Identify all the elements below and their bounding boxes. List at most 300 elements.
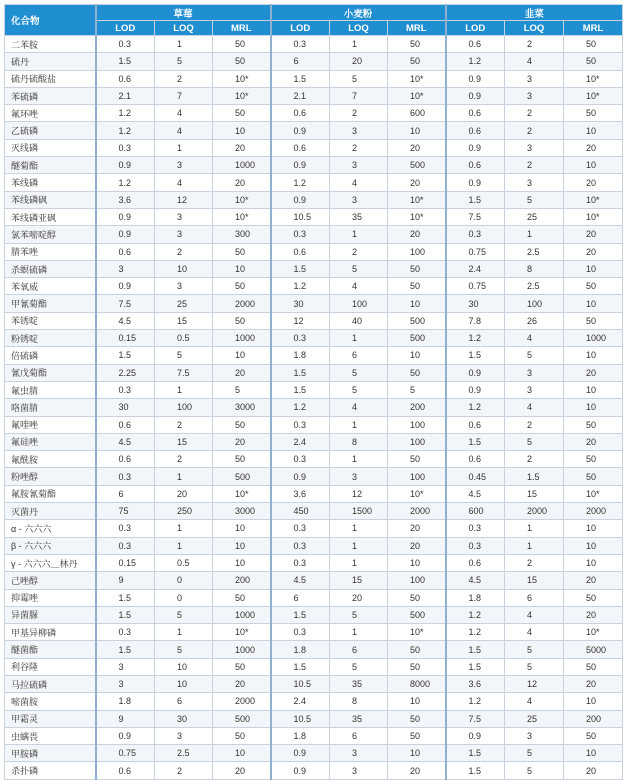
value-cell: 1.5: [271, 70, 330, 87]
value-cell: 500: [388, 157, 446, 174]
value-cell: 1.2: [446, 693, 505, 710]
value-cell: 7.5: [96, 295, 155, 312]
value-cell: 4.5: [96, 312, 155, 329]
value-cell: 0.6: [271, 105, 330, 122]
value-cell: 2: [505, 416, 564, 433]
value-cell: 0.3: [96, 468, 155, 485]
value-cell: 0.3: [446, 520, 505, 537]
table-row: [5, 606, 623, 623]
compound-name-cell: 甲基异柳磷: [5, 624, 96, 641]
value-cell: 1.2: [271, 399, 330, 416]
value-cell: 1.5: [446, 762, 505, 779]
value-cell: 26: [505, 312, 564, 329]
value-cell: 0.6: [271, 139, 330, 156]
table-row: [5, 727, 623, 744]
value-cell: 1.5: [271, 364, 330, 381]
value-cell: 50: [564, 451, 623, 468]
compound-name-cell: 倍硫磷: [5, 347, 96, 364]
value-cell: 10*: [564, 87, 623, 104]
value-cell: 4: [505, 53, 564, 70]
value-cell: 2: [155, 243, 213, 260]
compound-name-cell: 硫丹: [5, 53, 96, 70]
compound-name-cell: 氟虫腈: [5, 381, 96, 398]
value-cell: 5: [505, 641, 564, 658]
value-cell: 10*: [388, 624, 446, 641]
value-cell: 20: [388, 520, 446, 537]
compound-name-cell: 苯线磷亚砜: [5, 208, 96, 225]
value-cell: 6: [330, 641, 388, 658]
table-row: [5, 364, 623, 381]
compound-name-cell: 杀扑磷: [5, 762, 96, 779]
value-cell: 15: [505, 572, 564, 589]
value-cell: 3: [505, 139, 564, 156]
value-cell: 50: [388, 451, 446, 468]
value-cell: 3: [155, 278, 213, 295]
value-cell: 4: [505, 693, 564, 710]
compound-name-cell: 氟喹唑: [5, 416, 96, 433]
compound-name-cell: 苯线磷砜: [5, 191, 96, 208]
value-cell: 0.3: [446, 537, 505, 554]
value-cell: 0.6: [446, 416, 505, 433]
value-cell: 1: [505, 537, 564, 554]
value-cell: 1: [155, 624, 213, 641]
value-cell: 2.1: [96, 87, 155, 104]
table-row: [5, 520, 623, 537]
value-cell: 10.5: [271, 208, 330, 225]
value-cell: 1: [155, 520, 213, 537]
value-cell: 10: [388, 554, 446, 571]
value-cell: 5: [505, 191, 564, 208]
value-cell: 3.6: [446, 675, 505, 692]
value-cell: 600: [388, 105, 446, 122]
value-cell: 50: [213, 36, 271, 53]
value-cell: 500: [213, 468, 271, 485]
value-cell: 1.5: [446, 433, 505, 450]
value-cell: 10: [388, 745, 446, 762]
value-cell: 0.3: [271, 520, 330, 537]
value-cell: 0.75: [446, 243, 505, 260]
compound-name-cell: 醚菌酯: [5, 641, 96, 658]
value-cell: 0.9: [271, 468, 330, 485]
value-cell: 0.9: [271, 745, 330, 762]
value-cell: 3: [96, 658, 155, 675]
table-row: [5, 675, 623, 692]
value-cell: 50: [388, 260, 446, 277]
value-cell: 0.6: [446, 122, 505, 139]
value-cell: 20: [388, 174, 446, 191]
value-cell: 0.9: [271, 122, 330, 139]
value-cell: 30: [271, 295, 330, 312]
value-cell: 7.5: [446, 710, 505, 727]
value-cell: 4.5: [446, 485, 505, 502]
value-cell: 8: [330, 433, 388, 450]
value-cell: 1.5: [271, 381, 330, 398]
compound-name-cell: 乙硫磷: [5, 122, 96, 139]
group-header-chives: 韭菜: [446, 5, 623, 21]
value-cell: 20: [388, 537, 446, 554]
value-cell: 0.3: [271, 554, 330, 571]
value-cell: 0: [155, 572, 213, 589]
value-cell: 2000: [213, 295, 271, 312]
value-cell: 30: [155, 710, 213, 727]
value-cell: 2.5: [505, 278, 564, 295]
value-cell: 3: [330, 122, 388, 139]
value-cell: 10: [213, 537, 271, 554]
table-row: [5, 416, 623, 433]
table-row: [5, 399, 623, 416]
value-cell: 20: [330, 53, 388, 70]
value-cell: 6: [271, 53, 330, 70]
value-cell: 1.5: [446, 658, 505, 675]
value-cell: 20: [213, 364, 271, 381]
value-cell: 1.8: [96, 693, 155, 710]
value-cell: 0.9: [96, 208, 155, 225]
value-cell: 10: [155, 658, 213, 675]
value-cell: 1.5: [271, 260, 330, 277]
table-row: [5, 589, 623, 606]
value-cell: 5: [505, 762, 564, 779]
value-cell: 10: [564, 520, 623, 537]
compound-name-cell: 己唑醇: [5, 572, 96, 589]
value-cell: 3: [505, 381, 564, 398]
value-cell: 2: [155, 416, 213, 433]
value-cell: 10*: [388, 191, 446, 208]
compound-header: 化合物: [5, 5, 96, 36]
value-cell: 100: [388, 243, 446, 260]
value-cell: 5: [505, 745, 564, 762]
value-cell: 3: [505, 87, 564, 104]
value-cell: 1: [155, 468, 213, 485]
value-cell: 0.6: [446, 554, 505, 571]
value-cell: 0.6: [271, 243, 330, 260]
value-cell: 20: [564, 675, 623, 692]
value-cell: 100: [388, 433, 446, 450]
table-row: [5, 468, 623, 485]
value-cell: 4.5: [96, 433, 155, 450]
value-cell: 1.5: [446, 745, 505, 762]
subcol-loq: LOQ: [330, 21, 388, 36]
value-cell: 15: [505, 485, 564, 502]
value-cell: 0.45: [446, 468, 505, 485]
value-cell: 1.5: [96, 53, 155, 70]
value-cell: 10: [564, 554, 623, 571]
value-cell: 0.9: [271, 762, 330, 779]
value-cell: 10*: [388, 87, 446, 104]
value-cell: 10: [213, 520, 271, 537]
value-cell: 50: [388, 278, 446, 295]
value-cell: 50: [213, 53, 271, 70]
value-cell: 0.6: [446, 157, 505, 174]
value-cell: 20: [155, 485, 213, 502]
value-cell: 10: [564, 537, 623, 554]
value-cell: 50: [564, 416, 623, 433]
value-cell: 20: [213, 762, 271, 779]
table-row: [5, 226, 623, 243]
value-cell: 50: [213, 312, 271, 329]
value-cell: 100: [505, 295, 564, 312]
value-cell: 20: [564, 572, 623, 589]
value-cell: 35: [330, 208, 388, 225]
value-cell: 10: [388, 122, 446, 139]
value-cell: 1000: [213, 330, 271, 347]
value-cell: 3.6: [96, 191, 155, 208]
value-cell: 2: [155, 70, 213, 87]
value-cell: 2.1: [271, 87, 330, 104]
value-cell: 1: [330, 520, 388, 537]
value-cell: 50: [213, 243, 271, 260]
compound-name-cell: 氟酰胺: [5, 451, 96, 468]
value-cell: 4: [505, 330, 564, 347]
table-row: [5, 157, 623, 174]
compound-name-cell: 马拉硫磷: [5, 675, 96, 692]
value-cell: 4: [505, 399, 564, 416]
group-header-wheat-flour: 小麦粉: [271, 5, 446, 21]
value-cell: 0.3: [96, 36, 155, 53]
value-cell: 10: [388, 295, 446, 312]
subcol-lod: LOD: [96, 21, 155, 36]
value-cell: 50: [213, 727, 271, 744]
table-row: [5, 641, 623, 658]
value-cell: 50: [388, 589, 446, 606]
group-header-strawberry: 草莓: [96, 5, 271, 21]
value-cell: 6: [155, 693, 213, 710]
value-cell: 1.2: [446, 53, 505, 70]
value-cell: 1: [330, 36, 388, 53]
value-cell: 1: [505, 520, 564, 537]
value-cell: 10: [213, 745, 271, 762]
value-cell: 3: [505, 174, 564, 191]
compound-name-cell: 苯硫磷: [5, 87, 96, 104]
value-cell: 0: [155, 589, 213, 606]
value-cell: 20: [564, 606, 623, 623]
value-cell: 3.6: [271, 485, 330, 502]
value-cell: 6: [271, 589, 330, 606]
value-cell: 50: [213, 451, 271, 468]
value-cell: 2: [330, 105, 388, 122]
value-cell: 20: [564, 364, 623, 381]
value-cell: 50: [213, 105, 271, 122]
value-cell: 50: [564, 36, 623, 53]
value-cell: 2: [505, 451, 564, 468]
value-cell: 5: [388, 381, 446, 398]
value-cell: 3: [505, 727, 564, 744]
value-cell: 10: [564, 745, 623, 762]
value-cell: 8: [330, 693, 388, 710]
value-cell: 1: [155, 381, 213, 398]
value-cell: 0.6: [446, 451, 505, 468]
table-row: [5, 243, 623, 260]
value-cell: 10: [388, 347, 446, 364]
value-cell: 0.15: [96, 554, 155, 571]
value-cell: 3: [155, 727, 213, 744]
value-cell: 0.9: [446, 87, 505, 104]
value-cell: 5: [155, 347, 213, 364]
value-cell: 1.8: [271, 727, 330, 744]
value-cell: 5: [330, 260, 388, 277]
value-cell: 3: [330, 745, 388, 762]
value-cell: 10: [388, 693, 446, 710]
value-cell: 1: [505, 226, 564, 243]
value-cell: 1: [155, 139, 213, 156]
value-cell: 25: [505, 208, 564, 225]
compound-name-cell: 咯菌腈: [5, 399, 96, 416]
value-cell: 12: [505, 675, 564, 692]
value-cell: 2.5: [505, 243, 564, 260]
table-row: [5, 139, 623, 156]
value-cell: 5000: [564, 641, 623, 658]
value-cell: 0.9: [96, 226, 155, 243]
value-cell: 1.5: [271, 606, 330, 623]
compound-name-cell: 腈苯唑: [5, 243, 96, 260]
value-cell: 2.4: [271, 693, 330, 710]
value-cell: 10*: [213, 624, 271, 641]
value-cell: 0.3: [96, 381, 155, 398]
subcol-mrl: MRL: [213, 21, 271, 36]
value-cell: 1.5: [96, 589, 155, 606]
value-cell: 2000: [505, 503, 564, 520]
value-cell: 12: [330, 485, 388, 502]
value-cell: 2.25: [96, 364, 155, 381]
value-cell: 10: [213, 122, 271, 139]
value-cell: 1.2: [271, 278, 330, 295]
value-cell: 3: [505, 70, 564, 87]
compound-name-cell: 异菌脲: [5, 606, 96, 623]
table-row: [5, 451, 623, 468]
value-cell: 1.2: [446, 330, 505, 347]
value-cell: 20: [564, 762, 623, 779]
value-cell: 20: [388, 762, 446, 779]
value-cell: 1000: [213, 641, 271, 658]
value-cell: 7.5: [446, 208, 505, 225]
compound-name-cell: 氟胺氰菊酯: [5, 485, 96, 502]
value-cell: 50: [388, 710, 446, 727]
table-row: [5, 381, 623, 398]
value-cell: 1.5: [446, 641, 505, 658]
value-cell: 40: [330, 312, 388, 329]
value-cell: 20: [564, 433, 623, 450]
value-cell: 2000: [388, 503, 446, 520]
value-cell: 5: [330, 381, 388, 398]
value-cell: 4: [330, 399, 388, 416]
value-cell: 1.5: [505, 468, 564, 485]
value-cell: 0.3: [96, 139, 155, 156]
value-cell: 10: [564, 260, 623, 277]
table-row: [5, 278, 623, 295]
value-cell: 4: [505, 606, 564, 623]
compound-name-cell: 二苯胺: [5, 36, 96, 53]
value-cell: 5: [505, 347, 564, 364]
compound-name-cell: 苯锈啶: [5, 312, 96, 329]
value-cell: 7: [330, 87, 388, 104]
value-cell: 10: [564, 399, 623, 416]
pesticide-data-table: [4, 4, 623, 780]
value-cell: 0.3: [271, 330, 330, 347]
compound-name-cell: 苯氧威: [5, 278, 96, 295]
value-cell: 10: [564, 295, 623, 312]
value-cell: 0.9: [446, 139, 505, 156]
table-body: [5, 36, 623, 780]
table-row: [5, 347, 623, 364]
value-cell: 5: [155, 53, 213, 70]
value-cell: 10: [213, 347, 271, 364]
value-cell: 0.3: [271, 451, 330, 468]
value-cell: 50: [213, 589, 271, 606]
value-cell: 5: [155, 641, 213, 658]
table-row: [5, 105, 623, 122]
compound-name-cell: 氯苯嘧啶醇: [5, 226, 96, 243]
value-cell: 50: [213, 416, 271, 433]
value-cell: 500: [213, 710, 271, 727]
value-cell: 5: [330, 70, 388, 87]
value-cell: 4: [155, 105, 213, 122]
value-cell: 5: [505, 433, 564, 450]
value-cell: 20: [213, 433, 271, 450]
value-cell: 1.5: [96, 641, 155, 658]
value-cell: 20: [213, 675, 271, 692]
table-row: [5, 53, 623, 70]
value-cell: 75: [96, 503, 155, 520]
table-row: [5, 330, 623, 347]
value-cell: 4: [330, 278, 388, 295]
table-row: [5, 70, 623, 87]
value-cell: 20: [564, 243, 623, 260]
compound-name-cell: 甲霜灵: [5, 710, 96, 727]
value-cell: 1.2: [96, 122, 155, 139]
value-cell: 200: [564, 710, 623, 727]
value-cell: 2000: [213, 693, 271, 710]
subcol-mrl: MRL: [388, 21, 446, 36]
value-cell: 15: [330, 572, 388, 589]
value-cell: 6: [505, 589, 564, 606]
value-cell: 50: [564, 312, 623, 329]
compound-name-cell: 醚菊酯: [5, 157, 96, 174]
compound-name-cell: 灭菌丹: [5, 503, 96, 520]
compound-name-cell: β - 六六六: [5, 537, 96, 554]
value-cell: 35: [330, 675, 388, 692]
value-cell: 10: [564, 122, 623, 139]
value-cell: 10*: [564, 485, 623, 502]
compound-name-cell: 嘧菌胺: [5, 693, 96, 710]
value-cell: 200: [213, 572, 271, 589]
value-cell: 1.8: [271, 347, 330, 364]
value-cell: 8: [505, 260, 564, 277]
table-row: [5, 554, 623, 571]
value-cell: 5: [330, 658, 388, 675]
value-cell: 10*: [564, 70, 623, 87]
value-cell: 3: [155, 226, 213, 243]
table-row: [5, 122, 623, 139]
value-cell: 6: [330, 347, 388, 364]
value-cell: 2000: [564, 503, 623, 520]
value-cell: 3: [330, 468, 388, 485]
value-cell: 0.15: [96, 330, 155, 347]
value-cell: 50: [388, 658, 446, 675]
value-cell: 3: [155, 157, 213, 174]
compound-name-cell: γ - 六六六＿林丹: [5, 554, 96, 571]
subcol-lod: LOD: [271, 21, 330, 36]
value-cell: 500: [388, 606, 446, 623]
compound-name-cell: 粉锈啶: [5, 330, 96, 347]
value-cell: 4: [330, 174, 388, 191]
value-cell: 1000: [213, 157, 271, 174]
value-cell: 10*: [388, 208, 446, 225]
value-cell: 10: [564, 347, 623, 364]
header-row-groups: [5, 5, 623, 21]
value-cell: 0.6: [96, 451, 155, 468]
value-cell: 7.5: [155, 364, 213, 381]
value-cell: 2: [330, 243, 388, 260]
value-cell: 1: [330, 416, 388, 433]
